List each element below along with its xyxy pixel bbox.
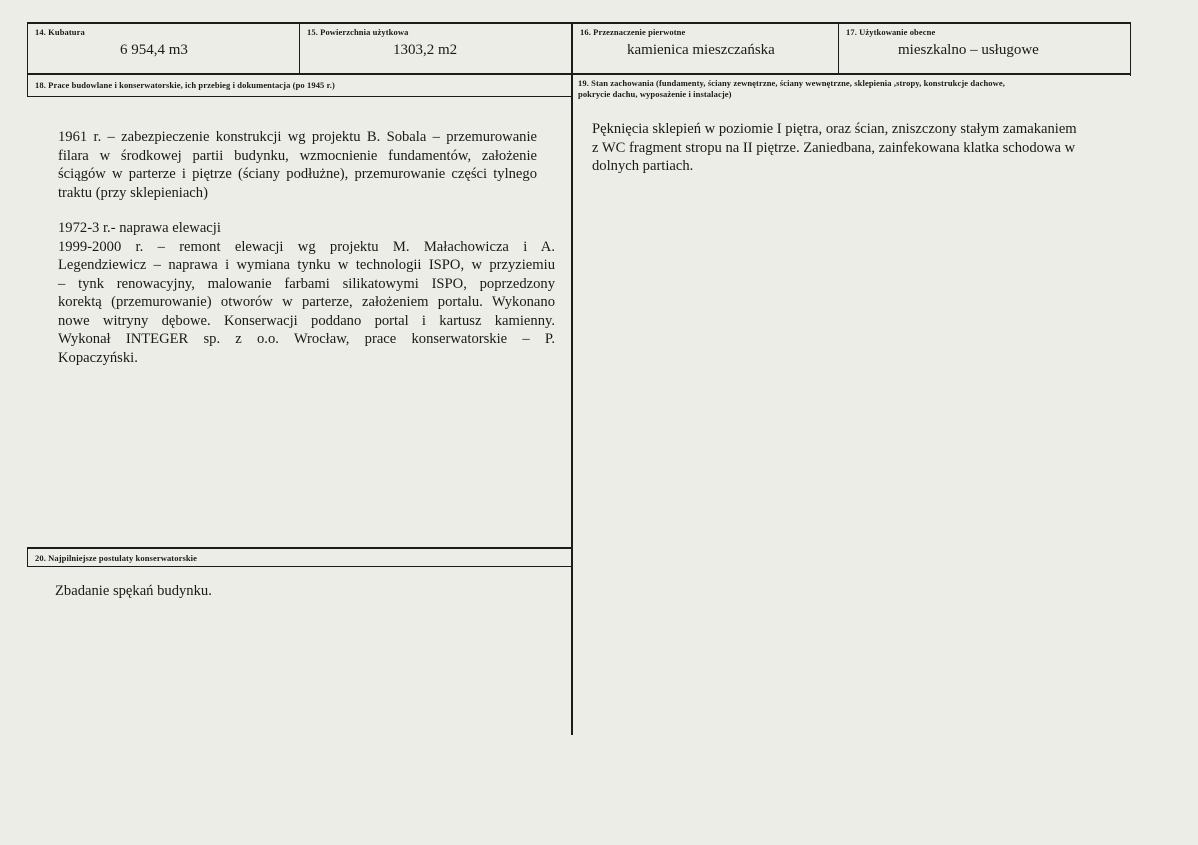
text-line: korektą (przemurowanie) otworów w parterze, założeniem portalu. Wykonano xyxy=(58,294,555,310)
text-line: 1999-2000 r. – remont elewacji wg projektu M. Małachowicza i A. xyxy=(58,238,555,255)
main-vertical-divider xyxy=(571,22,573,735)
section20-header-rule xyxy=(27,566,572,567)
text-line: – tynk renowacyjny, malowanie farbami silikatowymi ISPO, poprzedzony xyxy=(58,275,555,292)
section18-left-border xyxy=(27,75,28,97)
section20-left-border xyxy=(27,547,28,567)
text-line: Pęknięcia sklepień w poziomie I piętra, oraz ścian, zniszczony stałym zamakaniem xyxy=(592,121,1077,137)
text-line: 1972-3 r.- naprawa elewacji xyxy=(58,220,221,236)
text-line: ściągów w parterze i piętrze (ściany podłużne), przemurowanie części tylnego xyxy=(58,166,537,182)
text-line: nowe witryny dębowe. Konserwacji poddano portal i kartusz kamienny. xyxy=(58,312,555,329)
text-line: Kopaczyński. xyxy=(58,349,138,366)
divider-14-15 xyxy=(299,22,300,75)
field-16-label: 16. Przeznaczenie pierwotne xyxy=(580,27,686,37)
field-15-label: 15. Powierzchnia użytkowa xyxy=(307,27,409,37)
section-20-text: Zbadanie spękań budynku. xyxy=(55,583,212,599)
field-15-value: 1303,2 m2 xyxy=(393,42,458,58)
right-border xyxy=(1130,22,1131,76)
text-line: dolnych partiach. xyxy=(592,158,694,174)
field-14-value: 6 954,4 m3 xyxy=(120,42,188,58)
section-18-paragraph-1 xyxy=(58,128,537,202)
top-rule xyxy=(27,22,1131,24)
field-17-value: mieszkalno – usługowe xyxy=(898,42,1039,58)
section-19-text xyxy=(592,120,1117,176)
divider-16-17 xyxy=(838,22,839,75)
text-line: traktu (przy sklepieniach) xyxy=(58,184,208,201)
header-bottom-rule xyxy=(27,73,1131,75)
field-16-value: kamienica mieszczańska xyxy=(627,42,775,58)
text-line: z WC fragment stropu na II piętrze. Zaniedbana, zainfekowana klatka schodowa w xyxy=(592,139,1076,156)
section-18-paragraph-2 xyxy=(58,219,555,367)
section18-header-rule xyxy=(27,96,572,97)
field-14-label: 14. Kubatura xyxy=(35,27,85,37)
section-18-label: 18. Prace budowlane i konserwatorskie, ich przebieg i dokumentacja (po 1945 r.) xyxy=(35,80,335,90)
text-line: Legendziewicz – naprawa i wymiana tynku w technologii ISPO, w przyziemiu xyxy=(58,257,555,273)
section-19-label-line-2: pokrycie dachu, wyposażenie i instalacje) xyxy=(578,89,732,99)
text-line: Wykonał INTEGER sp. z o.o. Wrocław, prace konserwatorskie – P. xyxy=(58,331,555,347)
section20-top-rule xyxy=(27,547,572,549)
left-border xyxy=(27,22,28,76)
text-line: 1961 r. – zabezpieczenie konstrukcji wg projektu B. Sobala – przemurowanie xyxy=(58,129,537,145)
field-17-label: 17. Użytkowanie obecne xyxy=(846,27,936,37)
text-line: filara w środkowej partii budynku, wzmocnienie fundamentów, założenie xyxy=(58,147,537,164)
section-20-label: 20. Najpilniejsze postulaty konserwatorskie xyxy=(35,553,198,563)
section-19-label-line-1: 19. Stan zachowania (fundamenty, ściany zewnętrzne, ściany wewnętrzne, sklepienia ,stropy, konstrukcje dachowe, xyxy=(578,78,1005,88)
